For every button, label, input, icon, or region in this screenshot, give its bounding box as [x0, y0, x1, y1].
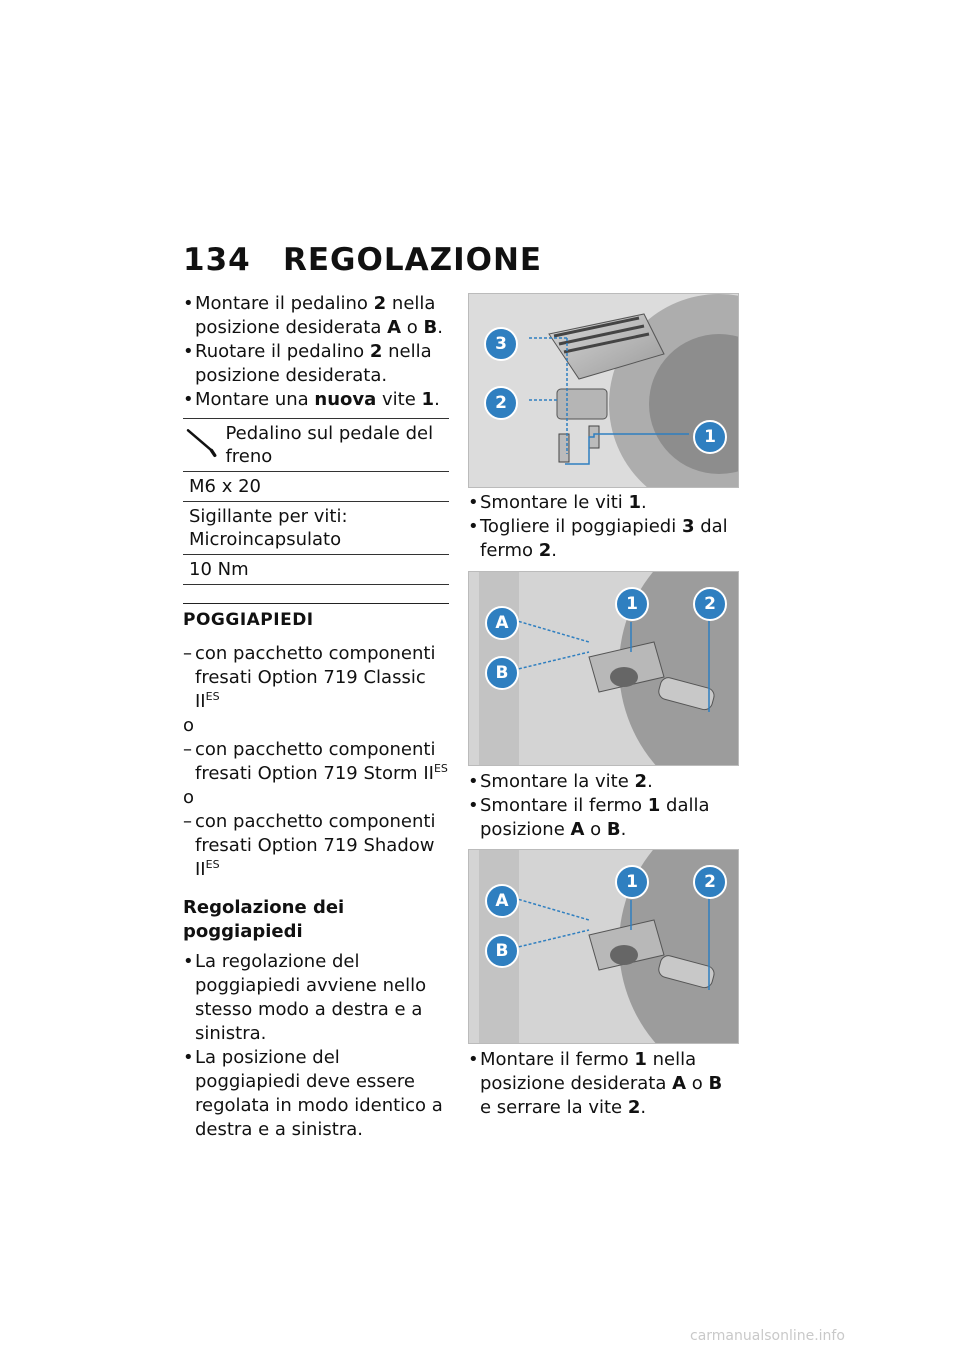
note-item: • La regolazione del poggiapiedi avviene nello stesso modo a destra e a sinistra. — [183, 950, 449, 1046]
callout-b: B — [485, 934, 519, 968]
callout-b: B — [485, 656, 519, 690]
or-word: o — [183, 787, 195, 808]
callout-2: 2 — [484, 386, 518, 420]
step-rotate-pedal: • Ruotare il pedalino 2 nella posizione desiderata. — [183, 340, 449, 388]
callout-a: A — [485, 884, 519, 918]
callout-a: A — [485, 606, 519, 640]
step-remove-screw: • Smontare la vite 2. — [468, 770, 737, 794]
callout-1: 1 — [615, 865, 649, 899]
note-item: • La posizione del poggiapiedi deve essere regolata in modo identico a destra e a sinistra. — [183, 1046, 449, 1142]
step-mount-bracket: • Montare il fermo 1 nella posizione desiderata A o B e serrare la vite 2. — [468, 1048, 737, 1120]
torque-spec-table — [183, 418, 449, 585]
option-item: – con pacchetto componenti fresati Option 719 Shadow $II^{ES}$ — [183, 810, 449, 882]
section-divider — [183, 603, 449, 604]
option-item: – con pacchetto componenti fresati Option 719 Classic $II^{ES}$ — [183, 642, 449, 714]
wrench-icon — [183, 422, 221, 462]
spec-row: Sigillante per viti: Microincapsulato — [183, 502, 449, 555]
option-item: – con pacchetto componenti fresati Option 719 Storm $II^{ES}$ — [183, 738, 449, 786]
figure-bracket-mounting — [468, 849, 739, 1044]
figure-bracket-removal — [468, 571, 739, 766]
page-number: 134 — [183, 242, 251, 278]
left-column — [183, 292, 449, 1142]
step-remove-screws: • Smontare le viti 1. — [468, 491, 737, 515]
step-remove-footrest: • Togliere il poggiapiedi 3 dal fermo 2. — [468, 515, 737, 563]
figure-footrest-removal — [468, 293, 739, 488]
spec-row: 10 Nm — [183, 555, 449, 585]
callout-3: 3 — [484, 327, 518, 361]
callout-2: 2 — [693, 865, 727, 899]
spec-title: Pedalino sul pedale del freno — [225, 423, 434, 467]
callout-1: 1 — [615, 587, 649, 621]
subsection-title: Regolazione dei poggiapiedi — [183, 897, 345, 942]
steps-group-3 — [468, 1048, 737, 1120]
watermark: carmanualsonline.info — [690, 1328, 845, 1344]
callout-2: 2 — [693, 587, 727, 621]
spec-row: M6 x 20 — [183, 472, 449, 502]
step-mount-pedal: • Montare il pedalino 2 nella posizione desiderata A o B. — [183, 292, 449, 340]
callout-1: 1 — [693, 420, 727, 454]
steps-group-2 — [468, 770, 737, 842]
page-title: REGOLAZIONE — [283, 242, 543, 278]
or-word: o — [183, 715, 195, 736]
step-mount-screw: • Montare una nuova vite 1. — [183, 388, 449, 412]
steps-group-1 — [468, 491, 737, 563]
step-remove-bracket: • Smontare il fermo 1 dalla posizione A o B. — [468, 794, 737, 842]
section-title: POGGIAPIEDI — [183, 610, 314, 630]
